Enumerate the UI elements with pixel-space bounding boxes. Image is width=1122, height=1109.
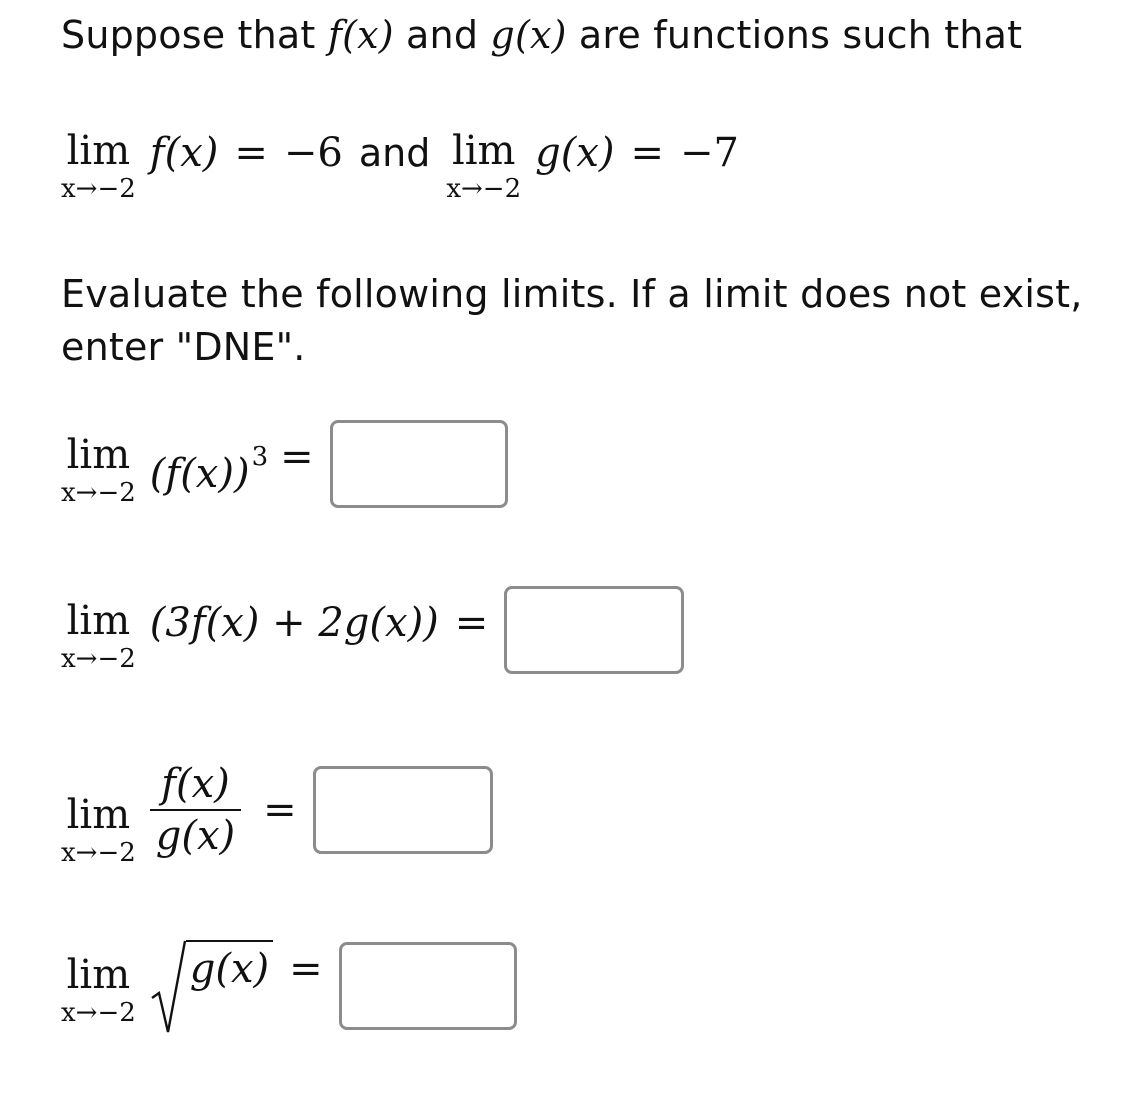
lim-subscript: x→−2 (61, 174, 136, 204)
limit-operator (61, 792, 136, 868)
equals-sign: = (234, 130, 268, 176)
intro-and: and (393, 13, 491, 57)
exponent: 3 (251, 442, 269, 472)
lim-word: lim (66, 128, 131, 174)
instructions-line-2: enter "DNE". (61, 325, 306, 369)
answer-input-square-root[interactable] (339, 942, 517, 1030)
equals-sign: = (454, 600, 489, 646)
given-limits (61, 128, 739, 204)
lim-subscript: x→−2 (61, 838, 136, 868)
instructions-line-1: Evaluate the following limits. If a limit does not exist, (61, 272, 1083, 316)
answer-input-quotient[interactable] (313, 766, 493, 854)
equals-sign: = (263, 787, 297, 833)
limit-operator (61, 952, 136, 1028)
problem-cube (61, 432, 508, 508)
equals-sign: = (289, 946, 323, 992)
lim-word: lim (66, 792, 131, 838)
lim-subscript: x→−2 (61, 478, 136, 508)
intro-sentence (61, 8, 1022, 62)
equals-sign: = (630, 130, 665, 176)
intro-g-expression: g(x) (490, 13, 567, 57)
problem-expression: (3f(x) + 2g(x)) (149, 600, 439, 646)
fraction-denominator: g(x) (155, 813, 236, 859)
problem-expression: $(f(x))^3$ (149, 442, 269, 497)
problem-quotient (61, 752, 493, 868)
problem-square-root (61, 940, 517, 1040)
lim-word: lim (66, 432, 131, 478)
intro-f-expression: f(x) (327, 13, 394, 57)
lim-subscript: x→−2 (61, 644, 136, 674)
lim-subscript: x→−2 (61, 998, 136, 1028)
radicand: g(x) (186, 940, 273, 994)
answer-input-linear[interactable] (504, 586, 684, 674)
square-root (150, 940, 273, 1040)
intro-suffix: are functions such that (566, 13, 1023, 57)
equals-sign: = (280, 434, 314, 480)
intro-prefix: Suppose that (61, 13, 328, 57)
radical-sign-icon (150, 940, 186, 1040)
given-g-value: −7 (680, 130, 739, 176)
given-g-limit-operator (446, 128, 521, 204)
answer-input-cube[interactable] (330, 420, 508, 508)
lim-word: lim (451, 128, 516, 174)
given-f-value: −6 (283, 130, 343, 176)
lim-word: lim (66, 598, 131, 644)
given-f-limit-operator (61, 128, 136, 204)
lim-subscript: x→−2 (446, 174, 522, 204)
problem-linear-combination (61, 598, 684, 674)
limit-operator (61, 598, 136, 674)
given-and: and (358, 131, 431, 175)
given-g-expression: g(x) (535, 130, 615, 176)
given-f-expression: f(x) (149, 130, 219, 176)
lim-word: lim (66, 952, 131, 998)
fraction (150, 759, 241, 861)
fraction-numerator: f(x) (161, 761, 230, 807)
limit-operator (61, 432, 136, 508)
